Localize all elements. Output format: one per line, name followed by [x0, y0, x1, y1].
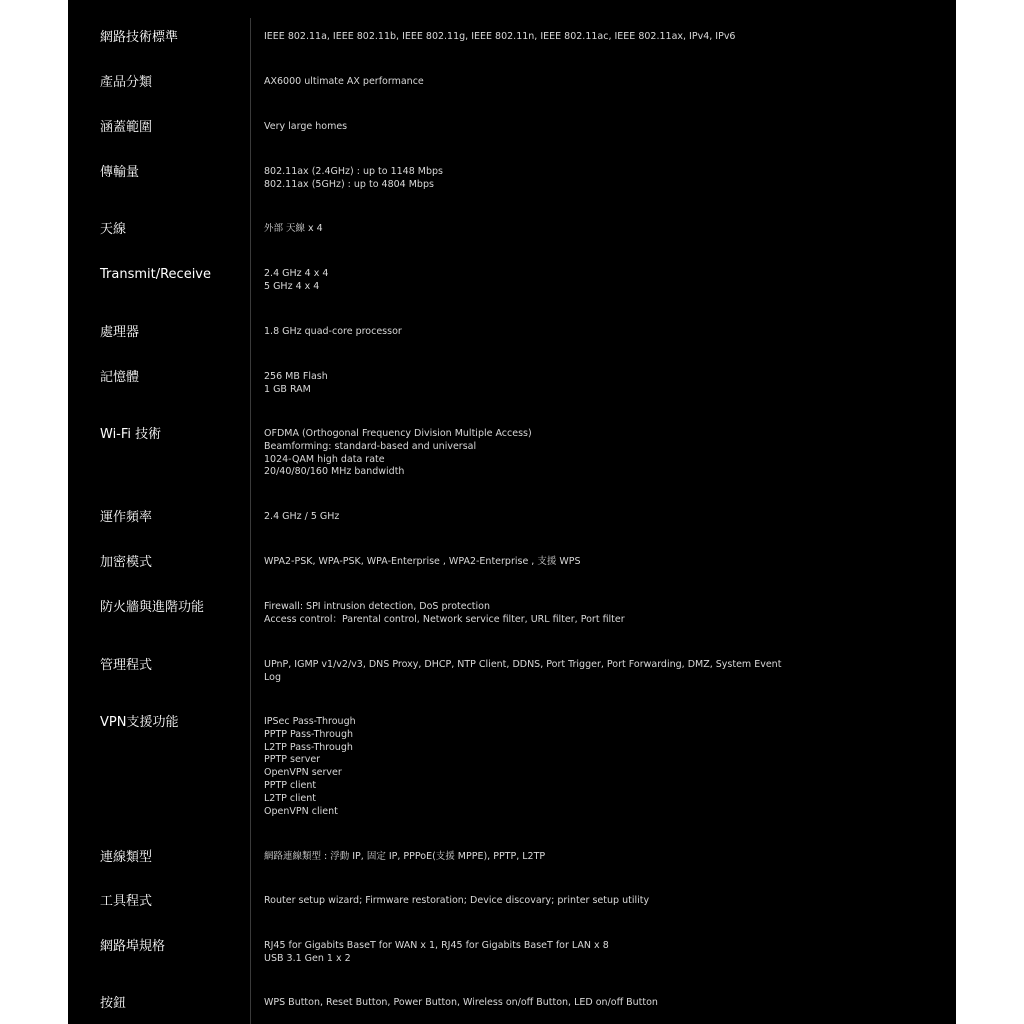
column-divider: [250, 18, 251, 1024]
spec-label: 網路技術標準: [100, 30, 179, 45]
spec-value-line: PPTP Pass-Through: [264, 728, 353, 740]
spec-value-line: 802.11ax (2.4GHz) : up to 1148 Mbps: [264, 166, 443, 177]
spec-value: [264, 895, 794, 908]
spec-value: [264, 371, 794, 397]
spec-label: VPN支援功能: [100, 715, 179, 730]
spec-label: 運作頻率: [100, 510, 153, 525]
spec-label: 管理程式: [100, 658, 153, 673]
spec-value: [264, 268, 794, 294]
spec-label: 記憶體: [100, 370, 140, 385]
spec-value-line: USB 3.1 Gen 1 x 2: [264, 952, 351, 964]
spec-value-line: Beamforming: standard-based and universal: [264, 440, 477, 452]
spec-label: 連線類型: [100, 850, 153, 865]
spec-value-line: 5 GHz 4 x 4: [264, 280, 320, 292]
spec-value: [264, 940, 794, 966]
spec-label: 防火牆與進階功能: [100, 600, 205, 615]
spec-value-line: L2TP Pass-Through: [264, 741, 353, 753]
spec-value-line: 2.4 GHz 4 x 4: [264, 268, 329, 279]
spec-value: [264, 851, 794, 864]
spec-value: [264, 997, 794, 1010]
spec-value-line: L2TP client: [264, 792, 316, 804]
spec-value-line: PPTP client: [264, 779, 317, 791]
spec-value-line: IPSec Pass-Through: [264, 716, 356, 727]
spec-label: 產品分類: [100, 75, 153, 90]
spec-value-line: IEEE 802.11a, IEEE 802.11b, IEEE 802.11g, IEEE 802.11n, IEEE 802.11ac, IEEE 802.11ax, IPv4, IPv6: [264, 31, 736, 42]
spec-value-line: Firewall: SPI intrusion detection, DoS protection: [264, 601, 490, 612]
spec-label: 處理器: [100, 325, 140, 340]
spec-value-line: 網路連線類型 : 浮動 IP, 固定 IP, PPPoE(支援 MPPE), PPTP, L2TP: [264, 851, 546, 862]
spec-value: [264, 76, 794, 89]
spec-value-line: AX6000 ultimate AX performance: [264, 76, 424, 87]
spec-value-line: OpenVPN client: [264, 805, 338, 817]
spec-value: [264, 121, 794, 134]
spec-label: 按鈕: [100, 996, 127, 1011]
spec-label: 加密模式: [100, 555, 153, 570]
spec-value-line: OpenVPN server: [264, 767, 342, 779]
spec-value-line: 1024-QAM high data rate: [264, 453, 385, 465]
spec-label: 工具程式: [100, 894, 153, 909]
spec-label: 網路埠規格: [100, 939, 166, 954]
spec-value-line: RJ45 for Gigabits BaseT for WAN x 1, RJ45 for Gigabits BaseT for LAN x 8: [264, 940, 609, 951]
spec-value-line: 外部 天線 x 4: [264, 223, 323, 234]
spec-panel: [68, 0, 956, 1024]
spec-value-line: 256 MB Flash: [264, 371, 328, 382]
spec-value-line: 20/40/80/160 MHz bandwidth: [264, 466, 405, 478]
spec-value-line: 2.4 GHz / 5 GHz: [264, 511, 340, 522]
spec-label: Transmit/Receive: [100, 267, 212, 282]
spec-value: [264, 223, 794, 236]
spec-value: [264, 659, 794, 685]
spec-label: Wi-Fi 技術: [100, 427, 162, 442]
spec-value-line: Access control：Parental control, Network service filter, URL filter, Port filter: [264, 613, 625, 625]
spec-value: [264, 716, 794, 818]
spec-value-line: 1.8 GHz quad-core processor: [264, 326, 402, 337]
spec-value-line: OFDMA (Orthogonal Frequency Division Multiple Access): [264, 428, 532, 439]
spec-value-line: WPS Button, Reset Button, Power Button, Wireless on/off Button, LED on/off Button: [264, 997, 658, 1008]
spec-value-line: 1 GB RAM: [264, 383, 311, 395]
spec-value-line: WPA2-PSK, WPA-PSK, WPA-Enterprise , WPA2-Enterprise , 支援 WPS: [264, 556, 581, 567]
spec-value: [264, 556, 794, 569]
spec-value: [264, 326, 794, 339]
spec-value: [264, 601, 794, 627]
spec-label: 天線: [100, 222, 127, 237]
spec-value: [264, 166, 794, 192]
spec-value-line: 802.11ax (5GHz) : up to 4804 Mbps: [264, 178, 434, 190]
spec-value: [264, 511, 794, 524]
spec-value: [264, 31, 794, 44]
spec-value-line: Router setup wizard; Firmware restoration; Device discovary; printer setup utility: [264, 895, 650, 906]
spec-label: 傳輸量: [100, 165, 140, 180]
spec-value: [264, 428, 794, 479]
spec-value-line: PPTP server: [264, 754, 321, 766]
spec-label: 涵蓋範圍: [100, 120, 153, 135]
spec-value-line: Very large homes: [264, 121, 348, 132]
spec-value-line: UPnP, IGMP v1/v2/v3, DNS Proxy, DHCP, NTP Client, DDNS, Port Trigger, Port Forwarding, DMZ, System Event Log: [264, 659, 782, 683]
